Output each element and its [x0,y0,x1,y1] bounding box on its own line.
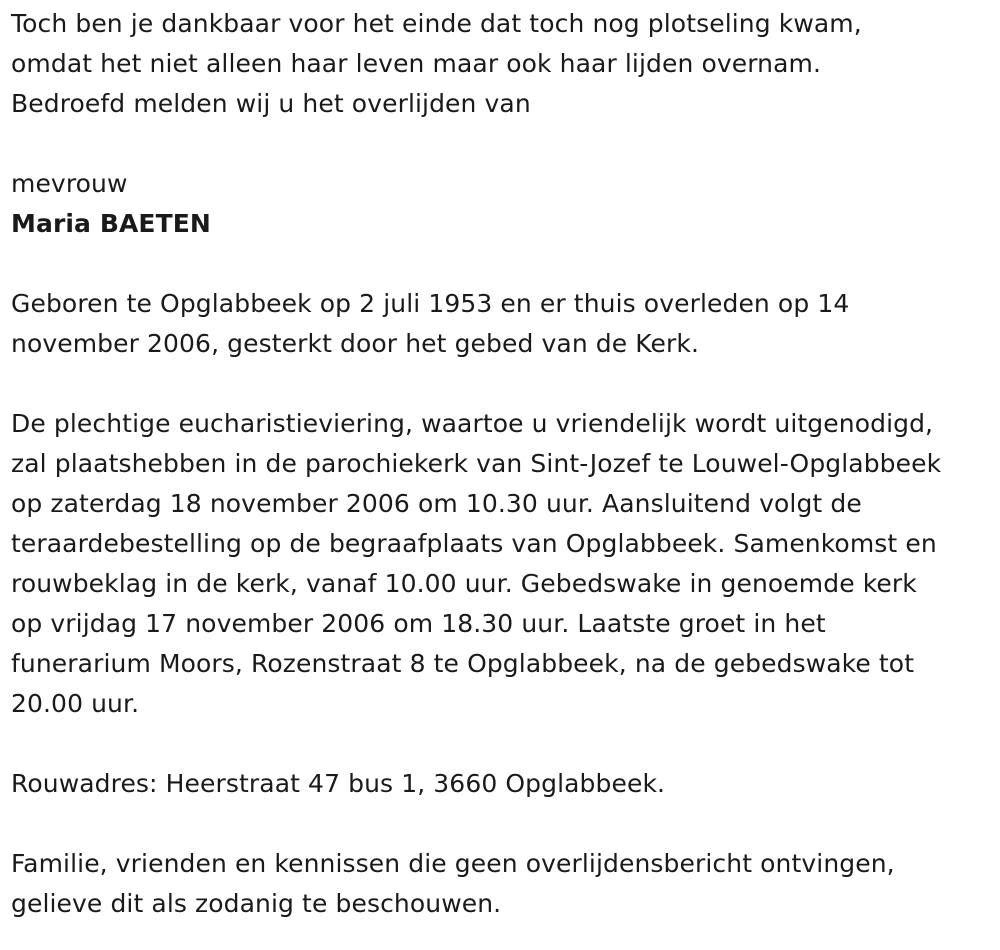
closing-line: Familie, vrienden en kennissen die geen overlijdensbericht ontvingen, [11,849,895,878]
birth-line: Geboren te Opglabbeek op 2 juli 1953 en er thuis overleden op 14 [11,289,850,318]
ceremony-line: 20.00 uur. [11,689,140,718]
ceremony-line: op zaterdag 18 november 2006 om 10.30 uur. Aansluitend volgt de [11,489,862,518]
intro-line: Toch ben je dankbaar voor het einde dat toch nog plotseling kwam, [11,9,862,38]
ceremony-line: zal plaatshebben in de parochiekerk van Sint-Jozef te Louwel-Opglabbeek [11,449,942,478]
intro-line: Bedroefd melden wij u het overlijden van [11,89,531,118]
closing-line: gelieve dit als zodanig te beschouwen. [11,889,502,918]
ceremony-paragraph [11,404,1000,724]
ceremony-line: De plechtige eucharistieviering, waartoe u vriendelijk wordt uitgenodigd, [11,409,934,438]
intro-line: omdat het niet alleen haar leven maar ook haar lijden overnam. [11,49,822,78]
spacer [11,244,1000,284]
spacer [11,724,1000,764]
birth-paragraph [11,284,1000,364]
salutation: mevrouw [11,169,128,198]
birth-line: november 2006, gesterkt door het gebed van de Kerk. [11,329,700,358]
ceremony-line: op vrijdag 17 november 2006 om 18.30 uur. Laatste groet in het [11,609,826,638]
deceased-name: Maria BAETEN [11,209,211,238]
ceremony-line: rouwbeklag in de kerk, vanaf 10.00 uur. Gebedswake in genoemde kerk [11,569,917,598]
ceremony-line: funerarium Moors, Rozenstraat 8 te Opglabbeek, na de gebedswake tot [11,649,915,678]
spacer [11,124,1000,164]
mourning-address: Rouwadres: Heerstraat 47 bus 1, 3660 Opglabbeek. [11,769,666,798]
closing-paragraph [11,844,1000,924]
intro-paragraph [11,4,1000,124]
spacer [11,804,1000,844]
spacer [11,364,1000,404]
ceremony-line: teraardebestelling op de begraafplaats van Opglabbeek. Samenkomst en [11,529,937,558]
